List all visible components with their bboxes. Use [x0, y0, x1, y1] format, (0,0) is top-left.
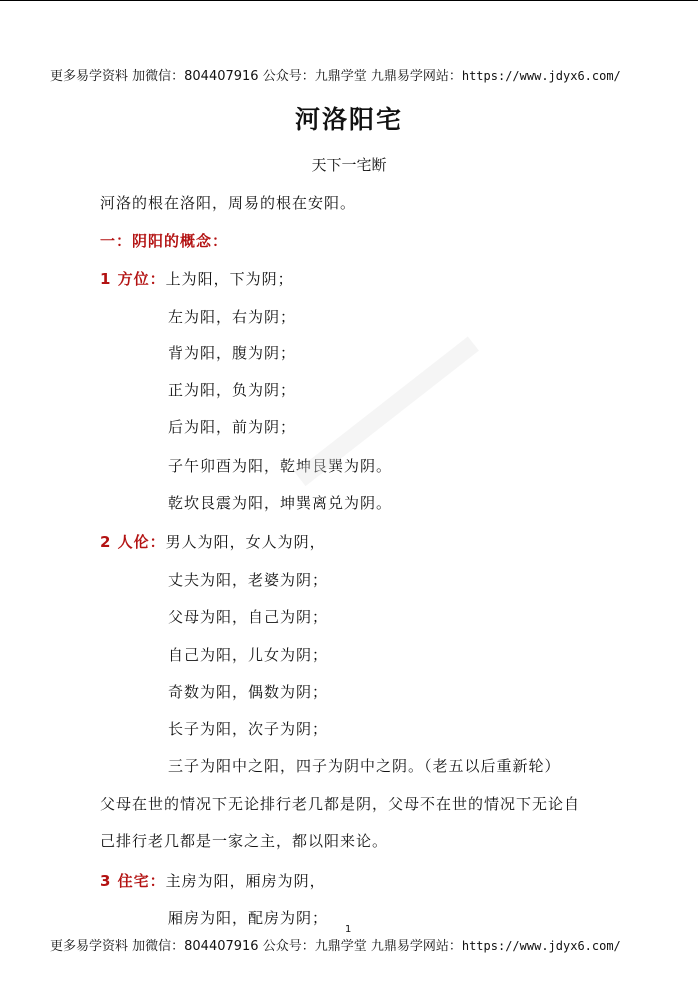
note-line: 己排行老几都是一家之主，都以阳来论。 — [100, 832, 389, 850]
intro-text: 河洛的根在洛阳，周易的根在安阳。 — [100, 194, 357, 212]
footer-text: 更多易学资料 加微信：804407916 公众号：九鼎学堂 九鼎易学网站： — [50, 939, 462, 954]
item-label-zhuzhai: 3 住宅： — [100, 872, 166, 890]
list-item — [100, 870, 326, 891]
footer-url[interactable]: https://www.jdyx6.com/ — [461, 939, 621, 953]
list-item: 厢房为阳，配房为阴； — [168, 909, 329, 927]
item-text: 主房为阳，厢房为阴， — [165, 872, 326, 890]
list-item: 丈夫为阳，老婆为阴； — [168, 571, 329, 589]
page-number: 1 — [345, 924, 352, 935]
note-line: 父母在世的情况下无论排行老几都是阴，父母不在世的情况下无论自 — [100, 795, 581, 813]
list-item — [100, 531, 326, 552]
list-item: 自己为阳，儿女为阴； — [168, 646, 329, 664]
page-top-border — [0, 0, 698, 1]
page-footer — [50, 935, 690, 954]
list-item — [100, 268, 294, 289]
item-text: 上为阳，下为阴； — [165, 270, 294, 288]
page-header — [50, 65, 690, 84]
list-item: 长子为阳，次子为阴； — [168, 720, 329, 738]
item-text: 男人为阳，女人为阴， — [165, 533, 326, 551]
list-item: 左为阳，右为阴； — [168, 308, 297, 326]
list-item: 正为阳，负为阴； — [168, 381, 297, 399]
list-item: 父母为阳，自己为阴； — [168, 608, 329, 626]
list-item: 三子为阳中之阳，四子为阴中之阴。（老五以后重新轮） — [168, 757, 561, 775]
section-heading: 一：阴阳的概念： — [100, 232, 229, 250]
item-label-fangwei: 1 方位： — [100, 270, 166, 288]
list-item: 后为阳，前为阴； — [168, 418, 297, 436]
list-item: 奇数为阳，偶数为阴； — [168, 683, 329, 701]
list-item: 背为阳，腹为阴； — [168, 344, 297, 362]
list-item: 乾坎艮震为阳，坤巽离兑为阴。 — [168, 494, 393, 512]
list-item: 子午卯酉为阳，乾坤艮巽为阴。 — [168, 457, 393, 475]
header-url[interactable]: https://www.jdyx6.com/ — [461, 69, 621, 83]
item-label-renlun: 2 人伦： — [100, 533, 166, 551]
page-subtitle: 天下一宅断 — [311, 156, 387, 174]
header-text: 更多易学资料 加微信：804407916 公众号：九鼎学堂 九鼎易学网站： — [50, 69, 462, 84]
page-title: 河洛阳宅 — [294, 105, 403, 134]
